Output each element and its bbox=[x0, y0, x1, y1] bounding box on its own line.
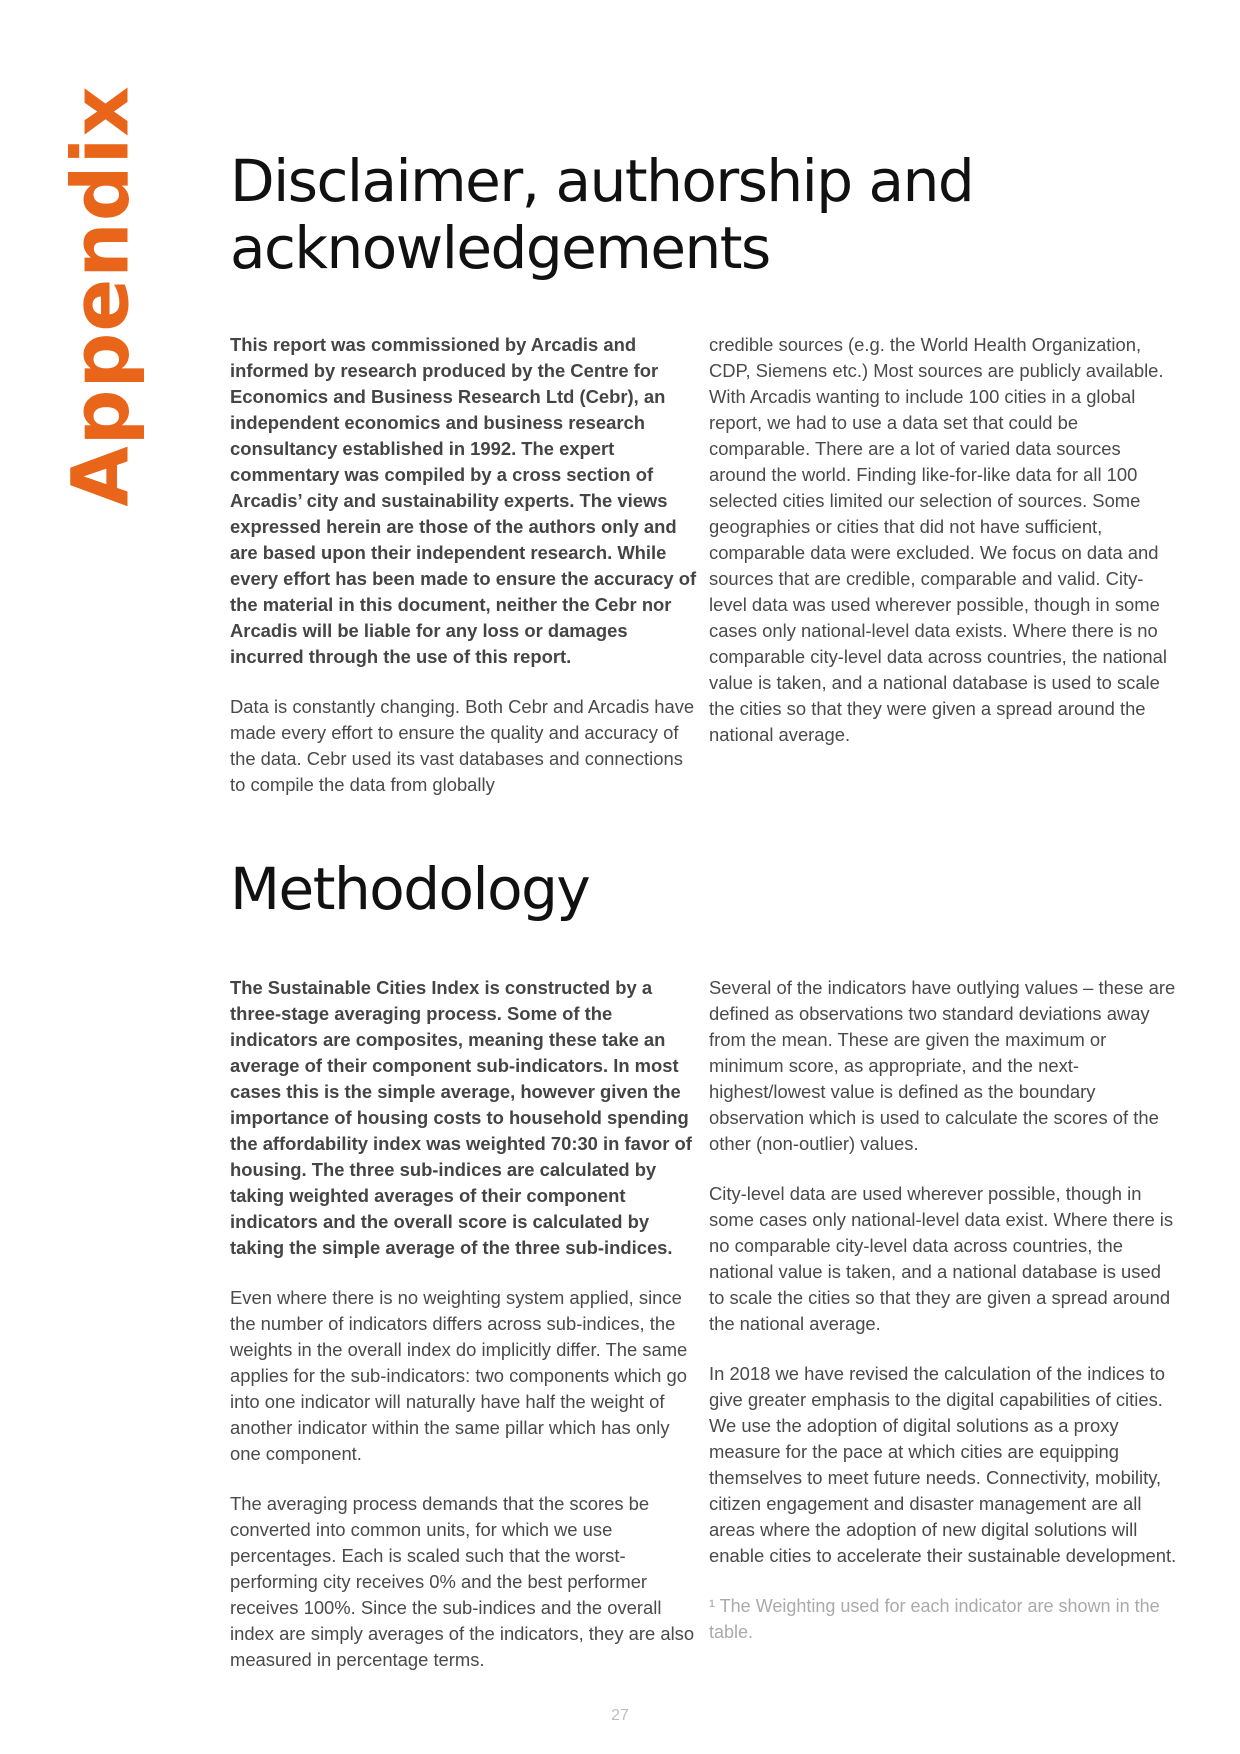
methodology-column-left bbox=[230, 975, 700, 1697]
methodology-heading: Methodology bbox=[230, 855, 590, 923]
disclaimer-data-paragraph-continued bbox=[709, 332, 1179, 748]
methodology-weighting-paragraph: Even where there is no weighting system applied, since the number of indicators differs across sub-indices, the weights in the overall index do implicitly differ. The same applies for the sub-indicators: two components which go into one indicator will naturally have half the weight of another indicator within the same pillar which has only one component. bbox=[230, 1287, 688, 1464]
methodology-outliers-paragraph: Several of the indicators have outlying values – these are defined as observations two standard deviations away from the mean. These are given the maximum or minimum score, as appropriate, and the next-highest/lowest value is defined as the boundary observation which is used to calculate the scores of the other (non-outlier) values. bbox=[709, 977, 1176, 1154]
appendix-section-tab bbox=[57, 85, 148, 507]
page-number: 27 bbox=[611, 1707, 629, 1724]
disclaimer-data-text: Data is constantly changing. Both Cebr and Arcadis have made every effort to ensure the quality and accuracy of the data. Cebr used its vast databases and connections to compile the data from globally bbox=[230, 696, 695, 795]
methodology-column-right bbox=[709, 975, 1179, 1645]
methodology-lead-paragraph: The Sustainable Cities Index is constructed by a three-stage averaging process. Some of the indicators are composites, meaning these take an average of their component sub-indicators. In most cases this is the simple average, however given the importance of housing costs to household spending the affordability index was weighted 70:30 in favor of housing. The three sub-indices are calculated by taking weighted averages of their component indicators and the overall score is calculated by taking the simple average of the three sub-indices. bbox=[230, 977, 692, 1258]
disclaimer-data-text-continued: credible sources (e.g. the World Health Organization, CDP, Siemens etc.) Most sources are publicly available. With Arcadis wanting to include 100 cities in a global report, we had to use a data set that could be comparable. There are a lot of varied data sources around the world. Finding like-for-like data for all 100 selected cities limited our selection of sources. Some geographies or cities that did not have sufficient, comparable data were excluded. We focus on data and sources that are credible, comparable and valid. City-level data was used wherever possible, though in some cases only national-level data exists. Where there is no comparable city-level data across countries, the national value is taken, and a national database is used to scale the cities so that they were given a spread around the national average. bbox=[709, 334, 1167, 745]
disclaimer-column-right bbox=[709, 332, 1179, 772]
methodology-digital-paragraph: In 2018 we have revised the calculation of the indices to give greater emphasis to the digital capabilities of cities. We use the adoption of digital solutions as a proxy measure for the pace at which cities are equipping themselves to meet future needs. Connectivity, mobility, citizen engagement and disaster management are all areas where the adoption of new digital solutions will enable cities to accelerate their sustainable development. bbox=[709, 1363, 1177, 1566]
appendix-label: Appendix bbox=[57, 85, 148, 507]
disclaimer-heading: Disclaimer, authorship and acknowledgements bbox=[230, 147, 974, 282]
methodology-city-data-paragraph: City-level data are used wherever possible, though in some cases only national-level data exist. Where there is no comparable city-level data across countries, the national value is taken, and a national database is used to scale the cities so that they are given a spread around the national average. bbox=[709, 1183, 1174, 1334]
methodology-averaging-paragraph: The averaging process demands that the scores be converted into common units, for which we use percentages. Each is scaled such that the worst-performing city receives 0% and the best performer receives 100%. Since the sub-indices and the overall index are simply averages of the indicators, they are also measured in percentage terms. bbox=[230, 1493, 695, 1670]
methodology-footnote: ¹ The Weighting used for each indicator are shown in the table. bbox=[709, 1596, 1160, 1642]
disclaimer-column-left bbox=[230, 332, 700, 822]
disclaimer-data-paragraph bbox=[230, 694, 700, 798]
disclaimer-lead-paragraph: This report was commissioned by Arcadis and informed by research produced by the Centre for Economics and Business Research Ltd (Cebr), an independent economics and business research consultancy established in 1992. The expert commentary was compiled by a cross section of Arcadis’ city and sustainability experts. The views expressed herein are those of the authors only and are based upon their independent research. While every effort has been made to ensure the accuracy of the material in this document, neither the Cebr nor Arcadis will be liable for any loss or damages incurred through the use of this report. bbox=[230, 334, 697, 667]
